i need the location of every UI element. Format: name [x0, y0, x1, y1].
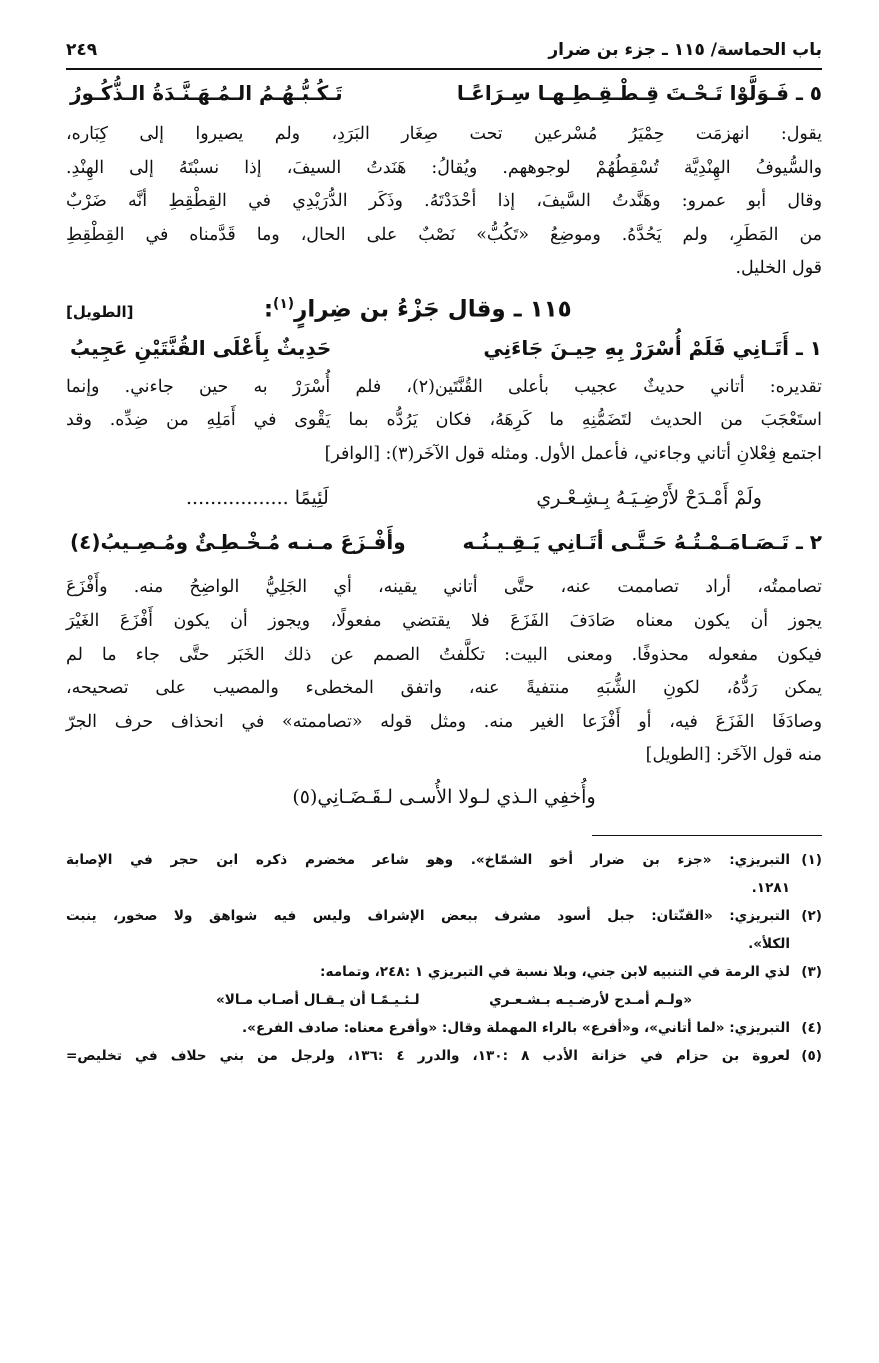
- section-title: ١١٥ ـ وقال جَزْءُ بن ضِرارٍ$^{(١)}$:: [263, 295, 572, 323]
- footnote-2: [66, 902, 822, 958]
- text-line: وصادَفَا الفَزَعَ فيه، أو أَفْزَعا الغير منه. ومثل قوله «تصاممته» في انحذاف حرف الجرّ: [66, 711, 822, 732]
- footnote-verse: [66, 986, 822, 1014]
- verse-1: [66, 329, 822, 367]
- verse-5-second-hemistich: تَـكُـبُّـهُـمُ الـمُـهَـنَّـدَةُ الـذُّكُـورُ: [70, 81, 343, 105]
- text-line: من المَطَرِ، ولم يَحُدَّهُ. وموضِعُ «تَكُبُّ» نَصْبٌ على الحال، وما قَدَّمناه في القِطْقِطِ: [66, 224, 822, 245]
- footnote-text: لذي الرمة في التنبيه لابن جني، وبلا نسبة في التبريزي ١ :٢٤٨، وتمامه:: [320, 963, 790, 980]
- quoted-verse: [66, 479, 822, 517]
- quoted-verse-second-hemistich: لَئِيمًا .................: [186, 487, 329, 510]
- section-heading: [66, 296, 822, 323]
- verse-1-second-hemistich: حَدِيثٌ بِأَعْلَى القُنَّتَيْنِ عَجِيبُ: [70, 335, 332, 360]
- text-line: تصاممتُه، أراد تصاممت عنه، حتَّى أتاني يقينه، أي الجَلِيُّ الواضِحُ منه. وأَفْزَعَ: [66, 577, 822, 598]
- verse-2: [66, 523, 822, 561]
- text-line: يمكن رَدُّهُ، لكونِ الشُّبَهِ منتفيةً عنه، واتفق المخطىء والمصيب على تصحيحه،: [66, 678, 822, 699]
- footnote-3: [66, 958, 822, 1014]
- footnote-number: (٤): [801, 1019, 822, 1036]
- footnote-number: (٣): [801, 963, 822, 980]
- footnote-number: (٥): [801, 1047, 822, 1064]
- meter-label: [الطويل]: [66, 302, 134, 321]
- commentary-paragraph-3: [66, 571, 822, 773]
- footnote-text: ١٢٨١.: [751, 879, 790, 896]
- text-line: فيكون مفعوله محذوفًا. ومعنى البيت: تكلَّفتُ الصمم عن ذلك الخَبَر حتَّى جاء ما لم: [66, 644, 822, 665]
- chapter-title: باب الحماسة/ ١١٥ ـ جزء بن ضرار: [548, 40, 822, 60]
- footnote-number: (٢): [801, 907, 822, 924]
- footnote-number: (١): [801, 851, 822, 868]
- verse-1-first-hemistich: ١ ـ أَتَـانِي فَلَمْ أُسْرَرْ بِهِ حِيـنَ جَاءَنِي: [483, 335, 822, 360]
- text-line: تقديره: أتاني حديثٌ عجيب بأعلى القُنَّتَين(٢)، فلم أُسْرَرْ به حين جاءني. وإنما: [66, 376, 822, 397]
- footnote-4: [66, 1014, 822, 1042]
- verse-2-second-hemistich: وأَفْـزَعَ مـنـه مُـخْـطِـئٌ ومُـصِـيبُ(٤): [70, 530, 406, 555]
- footnote-text: التبريزي: «القنّتان: جبل أسود مشرف ببعض الإشراف وليس فيه شواهق ولا صخور، ينبت: [66, 907, 790, 924]
- page-number: ٢٤٩: [66, 40, 98, 60]
- verse-5: [66, 74, 822, 112]
- quoted-verse-first-hemistich: ولَمْ أَمْـدَحْ لأَرْضِـيَـهُ بِـشِـعْـري: [536, 487, 762, 510]
- text-line: منه قول الآخَر: [الطويل]: [645, 745, 822, 766]
- text-line: استَعْجَبَ من الحديث لتَضَمُّنِهِ ما كَرِهَهُ، فكان يَرُدُّه بما يَقْوى في أَمَلِهِ من ضِدِّه. وقد: [66, 410, 822, 431]
- centered-verse: وأُخفِي الـذي لـولا الأُسـى لـقَـضَـانِي(٥): [292, 785, 596, 808]
- text-line: قول الخليل.: [735, 258, 822, 279]
- footnote-text: التبريزي: «جزء بن ضرار أخو الشمّاخ». وهو شاعر مخضرم ذكره ابن حجر في الإصابة: [66, 851, 790, 868]
- page: [66, 40, 822, 1070]
- text-line: وقال أبو عمرو: وهَنَّدتُ السَّيفَ، إذا أحْدَدْتَهُ. وذَكَر الدُّرَيْدِي في القِطْقِطِ أنَّه ضَرْبٌ: [66, 191, 822, 212]
- footnote-verse-first-hemistich: «ولـم أمـدح لأرضـيـه بـشـعـري: [489, 991, 692, 1008]
- footnote-1: [66, 846, 822, 902]
- text-line: اجتمع فِعْلانِ أتاني وجاءني، فأعمل الأول. ومثله قول الآخَر(٣): [الوافر]: [324, 443, 822, 464]
- footnote-verse-second-hemistich: لـئـيـمًـا أن يـقـال أصـاب مـالا»: [216, 991, 420, 1008]
- verse-2-first-hemistich: ٢ ـ تَـصَـامَـمْـتُـهُ حَـتَّـى أتَـانِي يَـقِـيـنُـه: [462, 530, 822, 555]
- text-line: يقول: انهزمَت حِمْيَرُ مُسْرعين تحت صِغَار البَرَدِ، ولم يصيروا إلى كِبَاره،: [66, 124, 822, 144]
- commentary-paragraph-1: [66, 118, 822, 286]
- footnote-text: لعروة بن حزام في خزانة الأدب ٨ :١٣٠، والدرر ٤ :١٣٦، ولرجل من بني حلاف في تخليص=: [66, 1047, 790, 1064]
- footnote-5: [66, 1042, 822, 1070]
- footnote-ref: (١): [273, 295, 295, 312]
- footnotes: [66, 846, 822, 1070]
- verse-5-first-hemistich: ٥ ـ فَـوَلَّوْا تَـحْـتَ قِـطْـقِـطِـهـا سِـرَاعًـا: [456, 81, 822, 105]
- running-header: [66, 40, 822, 70]
- footnote-separator: [592, 835, 822, 836]
- text-line: يجوز أن يكون معناه صَادَفَ الفَزَعَ فلا يقتضي مفعولًا، ويجوز أن يكون أَفْزَعَ الغَيْرَ: [66, 611, 822, 631]
- footnote-text: التبريزي: «لما أتاني»، و«أفرع» بالراء المهملة وقال: «وأفرع معناه: صادف الفرع».: [242, 1019, 790, 1036]
- footnote-text: الكلأ».: [748, 935, 790, 952]
- text-line: والسُّيوفُ الهِنْدِيَّة تُسْقِطُهُمْ لوجوههم. ويُقالُ: هَنَدتُ السيفَ، إذا نسبْتَهُ إلى الهِنْدِ.: [66, 157, 822, 178]
- commentary-paragraph-2: [66, 371, 822, 472]
